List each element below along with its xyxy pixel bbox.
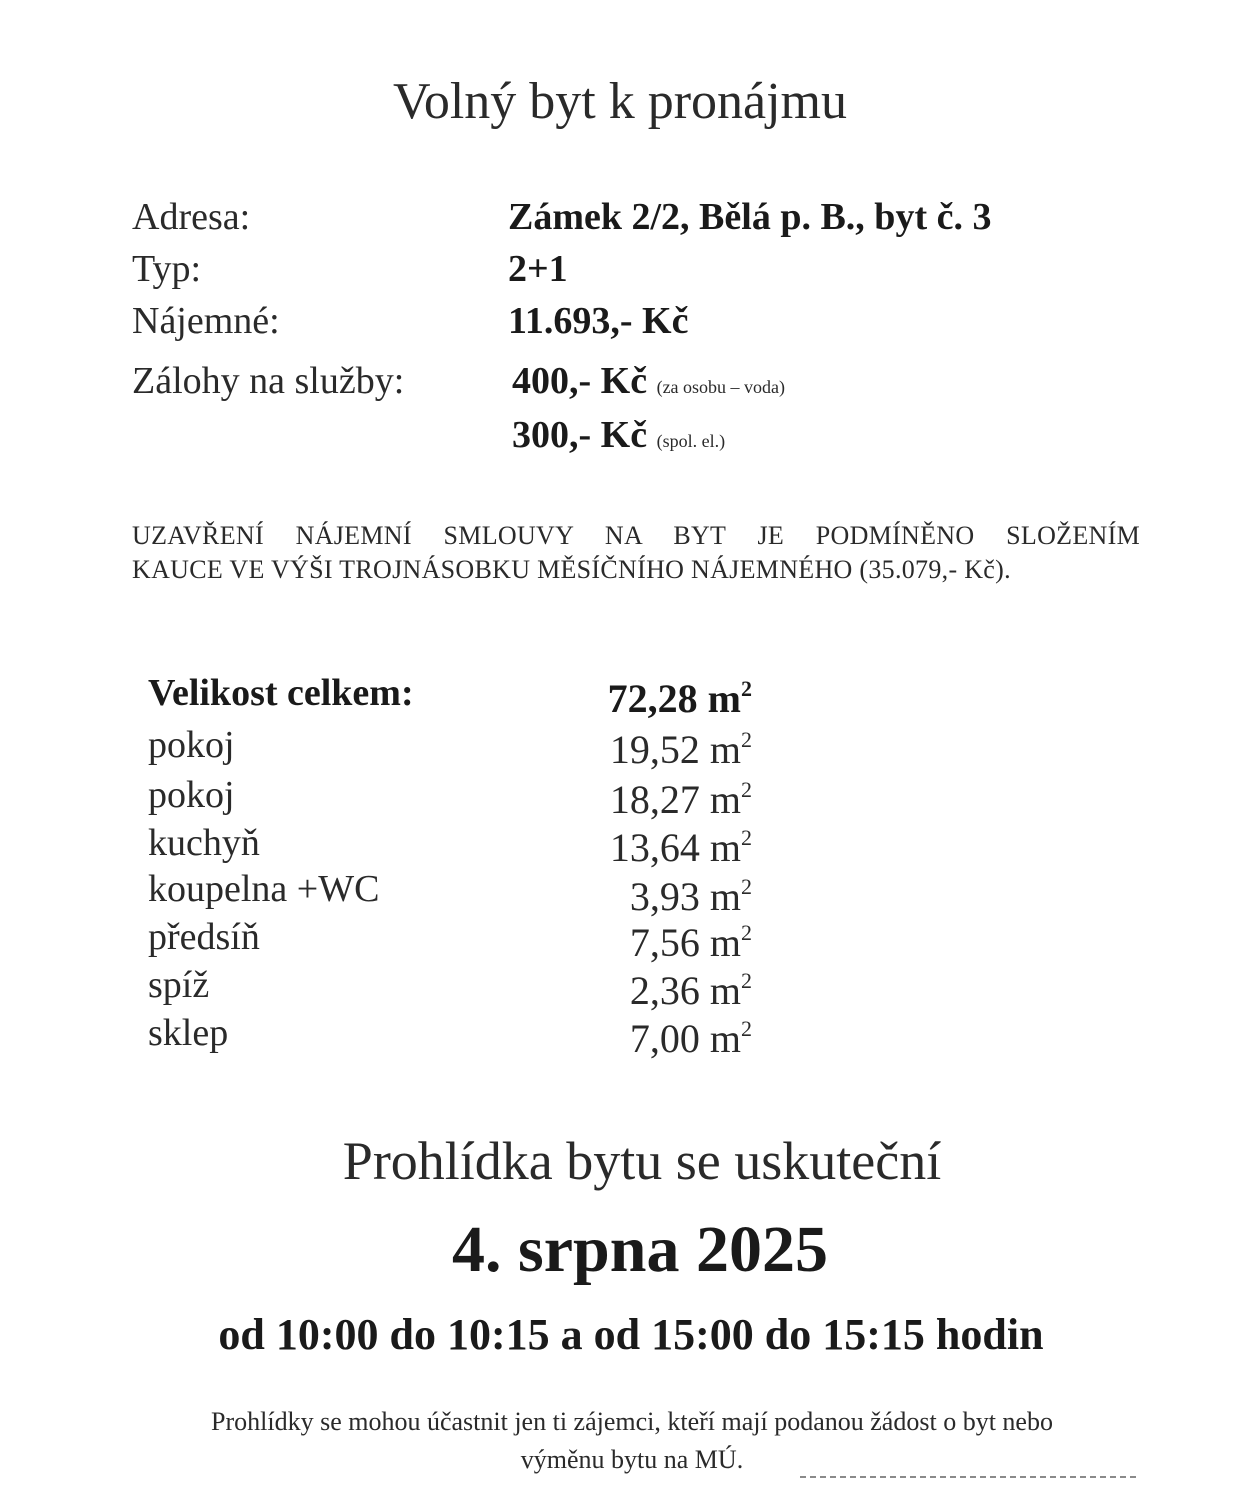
- dashed-rule: [800, 1476, 1136, 1478]
- room-label: pokoj: [148, 774, 235, 816]
- room-area: 7,56 $m^2$: [629, 920, 752, 965]
- advance-note: (za osobu – voda): [656, 377, 786, 397]
- room-area: 18,27 $m^2$: [609, 777, 752, 822]
- deposit-notice-line: UZAVŘENÍ NÁJEMNÍ SMLOUVY NA BYT JE PODMÍNĚNO SLOŽENÍM: [132, 521, 1140, 550]
- room-label: pokoj: [148, 724, 235, 766]
- address-label: Adresa:: [132, 196, 251, 238]
- room-area: 19,52 $m^2$: [609, 727, 752, 772]
- footer-note-line: výměnu bytu na MÚ.: [520, 1445, 744, 1474]
- room-label: koupelna +WC: [148, 868, 380, 910]
- room-label: sklep: [148, 1012, 229, 1054]
- room-area: 2,36 $m^2$: [629, 968, 752, 1013]
- viewing-date: 4. srpna 2025: [452, 1213, 828, 1286]
- room-label: kuchyň: [148, 822, 260, 864]
- type-label: Typ:: [132, 248, 202, 290]
- rent-label: Nájemné:: [132, 300, 280, 342]
- deposit-notice-line: KAUCE VE VÝŠI TROJNÁSOBKU MĚSÍČNÍHO NÁJEMNÉHO (35.079,- Kč).: [132, 555, 1011, 584]
- advance-row: [512, 412, 725, 464]
- room-label: předsíň: [148, 916, 260, 958]
- page-title: Volný byt k pronájmu: [392, 73, 848, 130]
- footer-note-line: Prohlídky se mohou účastnit jen ti zájemci, kteří mají podanou žádost o byt nebo: [211, 1407, 1053, 1436]
- advances-label: Zálohy na služby:: [132, 360, 405, 402]
- room-label: spíž: [148, 964, 210, 1006]
- viewing-heading: Prohlídka bytu se uskuteční: [342, 1131, 942, 1191]
- advance-note: (spol. el.): [656, 431, 726, 451]
- room-area: 7,00 $m^2$: [629, 1016, 752, 1061]
- room-area: 13,64 $m^2$: [609, 825, 752, 870]
- advance-amount: 400,- Kč: [512, 360, 648, 402]
- address-value: Zámek 2/2, Bělá p. B., byt č. 3: [508, 196, 992, 238]
- viewing-hours: od 10:00 do 10:15 a od 15:00 do 15:15 hodin: [218, 1310, 1044, 1359]
- room-area: 3,93 $m^2$: [629, 874, 752, 919]
- size-total-label: Velikost celkem:: [148, 672, 414, 714]
- size-total-value: 72,28 $m^2$: [607, 676, 752, 721]
- advance-amount: 300,- Kč: [512, 414, 648, 456]
- type-value: 2+1: [508, 248, 568, 290]
- rent-value: 11.693,- Kč: [508, 300, 689, 342]
- advance-row: [512, 358, 785, 410]
